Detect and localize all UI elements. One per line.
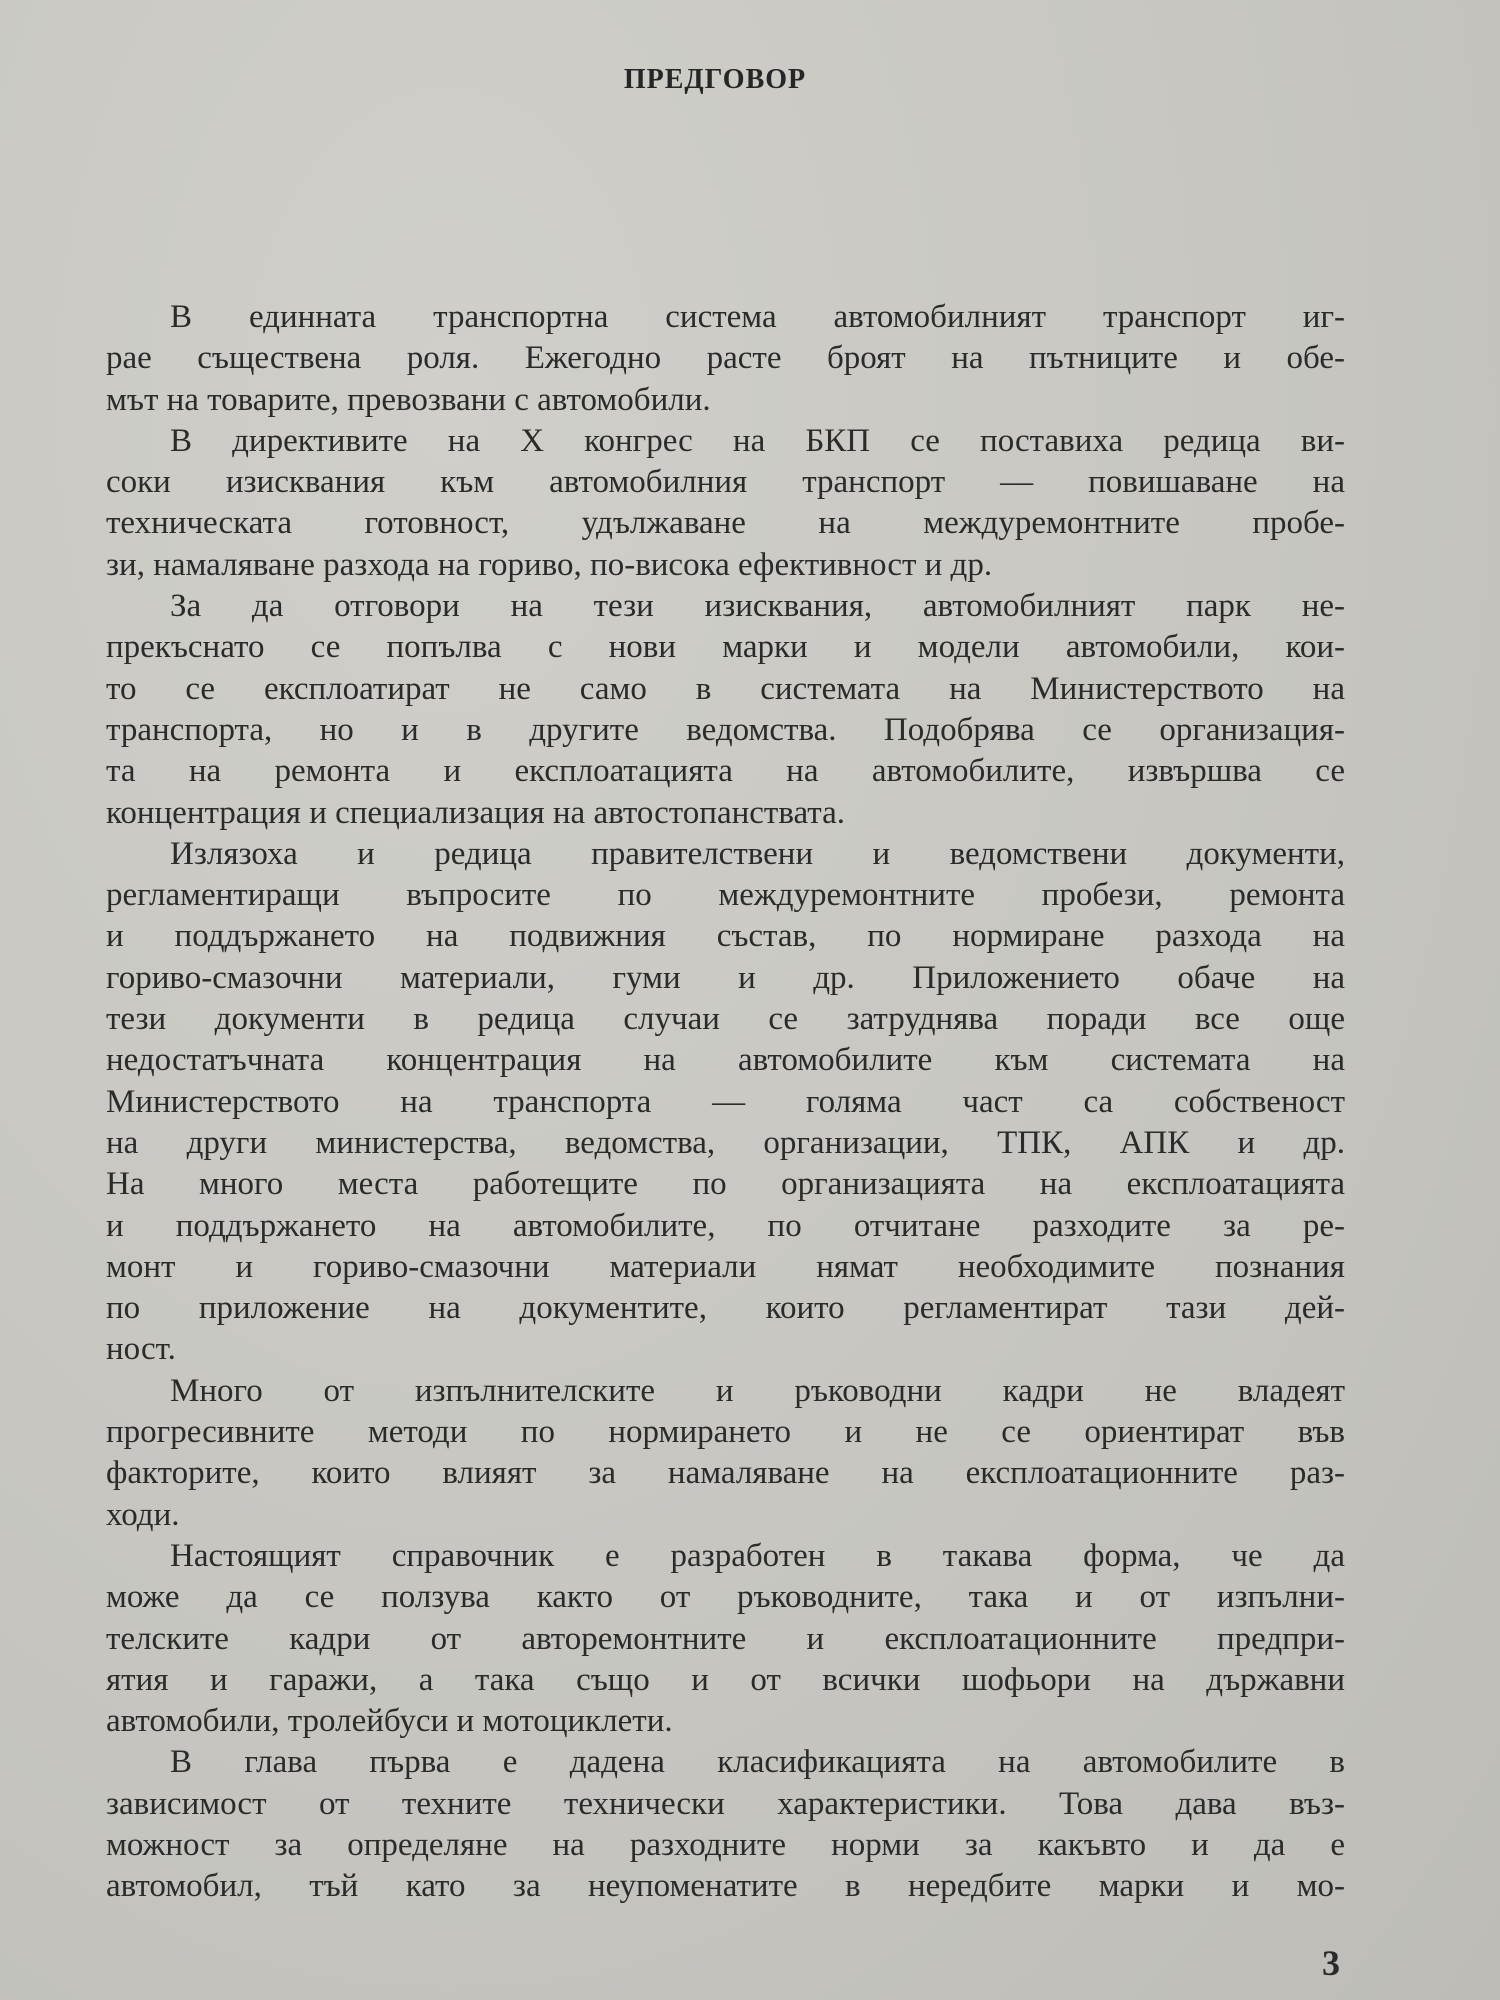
- text-line: гориво-смазочни материали, гуми и др. Приложението обаче на: [106, 959, 1345, 996]
- text-line: ност.: [106, 1331, 176, 1368]
- text-line: транспорта, но и в другите ведомства. Подобрява се организация-: [106, 711, 1345, 748]
- text-line: зависимост от техните технически характеристики. Това дава въз-: [106, 1785, 1345, 1822]
- paragraph: [106, 834, 1345, 1371]
- text-line: автомобили, тролейбуси и мотоциклети.: [106, 1703, 673, 1740]
- text-line: Настоящият справочник е разработен в такава форма, че да: [170, 1537, 1345, 1574]
- text-line: тези документи в редица случаи се затруднява поради все още: [106, 1001, 1345, 1038]
- text-line: монт и гориво-смазочни материали нямат необходимите познания: [106, 1248, 1345, 1285]
- text-line: Излязоха и редица правителствени и ведомствени документи,: [170, 835, 1345, 872]
- text-line: ходи.: [106, 1496, 180, 1533]
- body-text: [106, 297, 1345, 1908]
- text-line: В глава първа е дадена класификацията на автомобилите в: [170, 1744, 1345, 1781]
- text-line: рае съществена роля. Ежегодно расте броят на пътниците и обе-: [106, 340, 1345, 377]
- text-line: Министерството на транспорта — голяма част са собственост: [106, 1083, 1345, 1120]
- text-line: концентрация и специализация на автостопанствата.: [106, 794, 845, 831]
- text-line: прогресивните методи по нормирането и не се ориентират във: [106, 1414, 1345, 1451]
- text-line: и поддържането на подвижния състав, по нормиране разхода на: [106, 918, 1345, 955]
- text-line: техническата готовност, удължаване на междуремонтните пробе-: [106, 505, 1345, 542]
- text-line: факторите, които влияят за намаляване на експлоатационните раз-: [106, 1455, 1345, 1492]
- paragraph: [106, 421, 1345, 586]
- text-line: по приложение на документите, които регламентират тази дей-: [106, 1290, 1345, 1327]
- page-number: 3: [1322, 1943, 1340, 1983]
- text-line: и поддържането на автомобилите, по отчитане разходите за ре-: [106, 1207, 1345, 1244]
- text-line: соки изисквания към автомобилния транспорт — повишаване на: [106, 464, 1345, 501]
- text-line: За да отговори на тези изисквания, автомобилният парк не-: [170, 588, 1345, 625]
- paragraph: [106, 1371, 1345, 1536]
- page-title: ПРЕДГОВОР: [623, 64, 807, 95]
- text-line: В директивите на X конгрес на БКП се поставиха редица ви-: [170, 422, 1345, 459]
- paragraph: [106, 1742, 1345, 1907]
- text-line: то се експлоатират не само в системата на Министерството на: [106, 670, 1345, 707]
- text-line: може да се ползува както от ръководните, така и от изпълни-: [106, 1579, 1345, 1616]
- paragraph: [106, 297, 1345, 421]
- text-line: автомобил, тъй като за неупоменатите в нередбите марки и мо-: [106, 1868, 1345, 1905]
- paragraph: [106, 586, 1345, 834]
- text-line: недостатъчната концентрация на автомобилите към системата на: [106, 1042, 1345, 1079]
- text-line: телските кадри от авторемонтните и експлоатационните предпри-: [106, 1620, 1345, 1657]
- text-line: мът на товарите, превозвани с автомобили.: [106, 381, 711, 418]
- paragraph: [106, 1536, 1345, 1742]
- text-line: Много от изпълнителските и ръководни кадри не владеят: [170, 1372, 1345, 1409]
- text-line: та на ремонта и експлоатацията на автомобилите, извършва се: [106, 753, 1345, 790]
- text-line: В единната транспортна система автомобилният транспорт иг-: [170, 299, 1345, 335]
- text-line: регламентиращи въпросите по междуремонтните пробези, ремонта: [106, 877, 1345, 914]
- text-line: на други министерства, ведомства, организации, ТПК, АПК и др.: [106, 1124, 1345, 1161]
- text-line: зи, намаляване разхода на гориво, по-висока ефективност и др.: [106, 546, 993, 583]
- text-line: ятия и гаражи, а така също и от всички шофьори на държавни: [106, 1661, 1345, 1698]
- text-line: можност за определяне на разходните норми за какъвто и да е: [106, 1826, 1345, 1863]
- text-line: На много места работещите по организацията на експлоатацията: [106, 1166, 1345, 1203]
- text-line: прекъснато се попълва с нови марки и модели автомобили, кои-: [106, 629, 1345, 666]
